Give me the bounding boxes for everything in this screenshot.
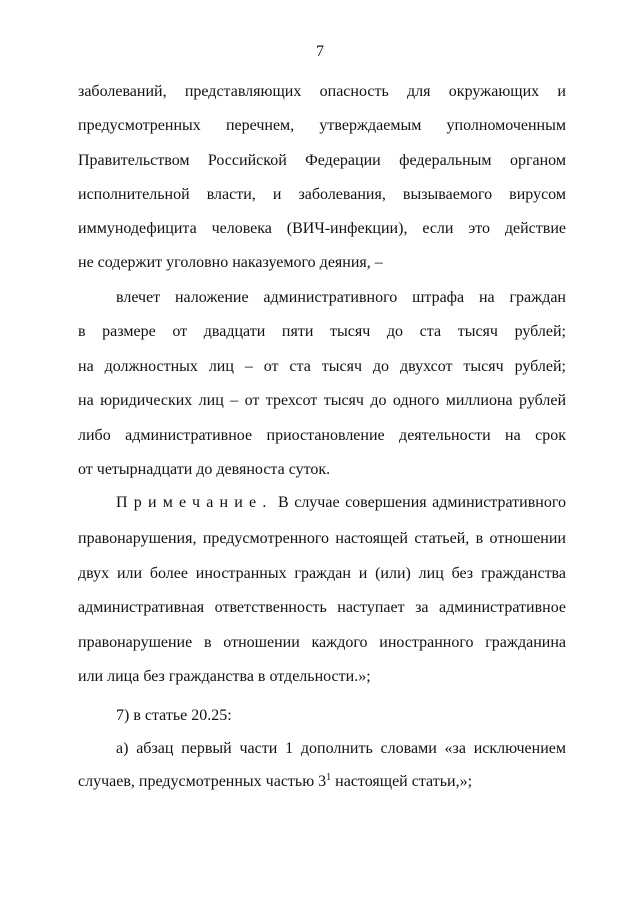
- text-line-8: в размере от двадцати пяти тысяч до ста тысяч рублей;: [78, 323, 566, 340]
- text-line-2: предусмотренных перечнем, утверждаемым уполномоченным: [78, 117, 566, 134]
- page-number: 7: [316, 43, 324, 60]
- text-line-16: административная ответственность наступает за административное: [78, 599, 566, 616]
- note-line: [116, 494, 566, 512]
- text-line-15: двух или более иностранных граждан и (или) лиц без гражданства: [78, 565, 566, 582]
- text-line-9: на должностных лиц – от ста тысяч до двухсот тысяч рублей;: [78, 358, 566, 375]
- text-line-20: а) абзац первый части 1 дополнить словами «за исключением: [116, 740, 566, 757]
- text-line-3: Правительством Российской Федерации федеральным органом: [78, 152, 566, 169]
- note-text: В случае совершения административного: [278, 494, 567, 511]
- text-line-14: правонарушения, предусмотренного настоящей статьей, в отношении: [78, 530, 566, 547]
- text-line-7: влечет наложение административного штрафа на граждан: [116, 289, 566, 306]
- text-line-19: 7) в статье 20.25:: [116, 707, 232, 724]
- text-line-12: от четырнадцати до девяноста суток.: [78, 461, 331, 478]
- text-line-21: [78, 773, 566, 791]
- text-line-17: правонарушение в отношении каждого иностранного гражданина: [78, 634, 566, 651]
- text-line-21-end: настоящей статьи,»;: [331, 773, 473, 790]
- superscript-one: 1: [326, 772, 332, 783]
- text-line-21-main: случаев, предусмотренных частью 3: [78, 773, 327, 790]
- text-line-11: либо административное приостановление деятельности на срок: [78, 427, 566, 444]
- text-line-18: или лица без гражданства в отдельности.»;: [78, 668, 371, 685]
- note-label: Примечание.: [116, 494, 273, 511]
- text-line-10: на юридических лиц – от трехсот тысяч до одного миллиона рублей: [78, 392, 566, 409]
- text-line-1: заболеваний, представляющих опасность для окружающих и: [78, 83, 566, 100]
- text-line-5: иммунодефицита человека (ВИЧ-инфекции), если это действие: [78, 220, 566, 237]
- text-line-6: не содержит уголовно наказуемого деяния, –: [78, 254, 383, 271]
- text-line-4: исполнительной власти, и заболевания, вызываемого вирусом: [78, 186, 566, 203]
